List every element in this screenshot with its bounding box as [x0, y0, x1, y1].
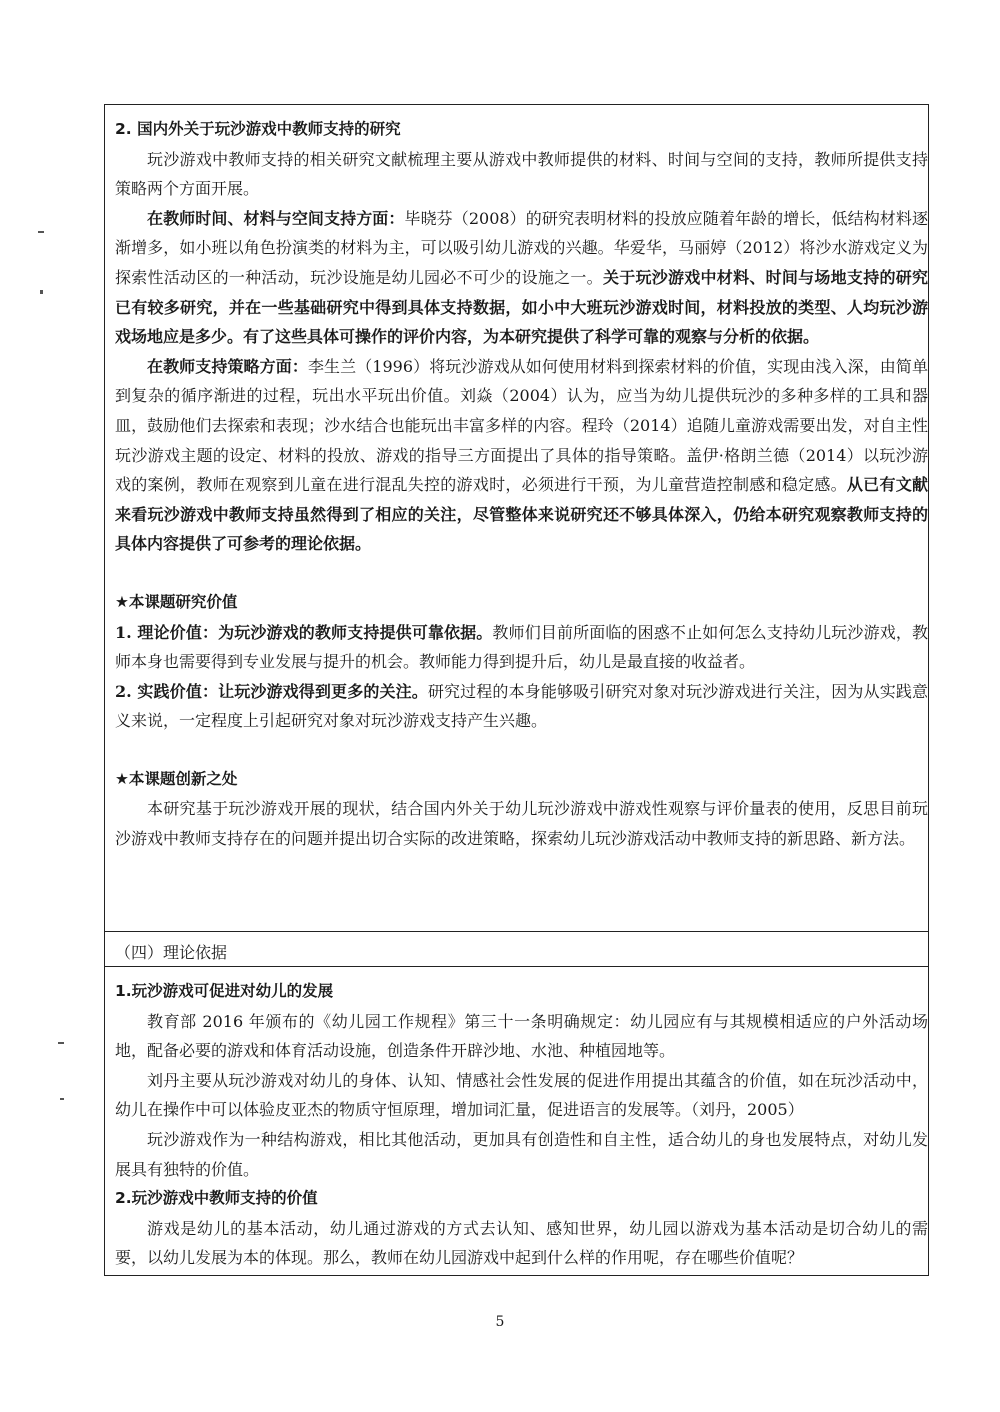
text-run: 李生兰（1996）将玩沙游戏从如何使用材料到探索材料的价值，实现由浅入深，由简单到复杂的循序渐进的过程，玩出水平玩出价值。刘焱（2004）认为，应当为幼儿提供玩沙的多种多样的工具和器皿，鼓励他们去探索和表现；沙水结合也能玩出丰富多样的内容。程玲（2014）追随儿童游戏需要出发，对自主性玩沙游戏主题的设定、材料的投放、游戏的指导三方面提出了具体的指导策略。盖伊·格朗兰德（2014）以玩沙游戏的案例，教师在观察到儿童在进行混乱失控的游戏时，必须进行干预，为儿童营造控制感和稳定感。 [115, 356, 928, 495]
subheading: 1.玩沙游戏可促进对幼儿的发展 [115, 982, 334, 1000]
text-run: 教师们目前所面临的困惑不止如何怎么支持幼儿玩沙游戏，教师本身也需要得到专业发展与提升的机会。教师能力得到提升后，幼儿是最直接的收益者。 [115, 622, 928, 672]
paragraph: 玩沙游戏作为一种结构游戏，相比其他活动，更加具有创造性和自主性，适合幼儿的身也发展特点，对幼儿发展具有独特的价值。 [115, 1129, 928, 1179]
paragraph: 教育部 2016 年颁布的《幼儿园工作规程》第三十一条明确规定：幼儿园应有与其规模相适应的户外活动场地，配备必要的游戏和体育活动设施，创造条件开辟沙地、水池、种植园地等。 [115, 1011, 928, 1061]
section-heading: 2. 国内外关于玩沙游戏中教师支持的研究 [115, 120, 401, 138]
bold-run: 关于玩沙游戏中材料、时间与场地支持的研究已有较多研究，并在一些基础研究中得到具体支持数据，如小中大班玩沙游戏时间，材料投放的类型、人均玩沙游戏场地应是多少。有了这些具体可操作的评价内容，为本研究提供了科学可靠的观察与分析的依据。 [115, 267, 928, 347]
bold-lead: 1. 理论价值：为玩沙游戏的教师支持提供可靠依据。 [115, 622, 493, 642]
bold-lead: 在教师支持策略方面： [147, 356, 308, 376]
text-run: 毕晓芬（2008）的研究表明材料的投放应随着年龄的增长，低结构材料逐渐增多，如小班以角色扮演类的材料为主，可以吸引幼儿游戏的兴趣。华爱华，马丽婷（2012）将沙水游戏定义为探索性活动区的一种活动，玩沙设施是幼儿园必不可少的设施之一。 [115, 208, 928, 287]
text-run: 研究过程的本身能够吸引研究对象对玩沙游戏进行关注，因为从实践意义来说，一定程度上引起研究对象对玩沙游戏支持产生兴趣。 [115, 681, 928, 731]
section-title: （四）理论依据 [115, 943, 228, 962]
bold-lead: 2. 实践价值：让玩沙游戏得到更多的关注。 [115, 681, 428, 701]
document-table [104, 104, 929, 1276]
bold-run: 从已有文献来看玩沙游戏中教师支持虽然得到了相应的关注，尽管整体来说研究还不够具体深入，仍给本研究观察教师支持的具体内容提供了可参考的理论依据。 [115, 475, 928, 554]
theory-title-cell [105, 931, 928, 967]
scan-mark [40, 290, 43, 294]
research-review-cell [105, 105, 928, 931]
paragraph: 刘丹主要从玩沙游戏对幼儿的身体、认知、情感社会性发展的促进作用提出其蕴含的价值，如在玩沙活动中，幼儿在操作中可以体验皮亚杰的物质守恒原理，增加词汇量，促进语言的发展等。（刘丹，2005） [115, 1070, 928, 1120]
paragraph [115, 204, 928, 352]
scan-mark [58, 1042, 64, 1044]
value-heading: ★本课题研究价值 [115, 592, 238, 611]
innovation-heading: ★本课题创新之处 [115, 769, 238, 788]
paragraph: 玩沙游戏中教师支持的相关研究文献梳理主要从游戏中教师提供的材料、时间与空间的支持，教师所提供支持策略两个方面开展。 [115, 149, 928, 199]
scan-mark [60, 1098, 64, 1100]
paragraph [115, 618, 928, 677]
subheading: 2.玩沙游戏中教师支持的价值 [115, 1189, 318, 1208]
paragraph [115, 352, 928, 559]
paragraph [115, 677, 928, 736]
scan-mark [38, 231, 44, 233]
bold-lead: 在教师时间、材料与空间支持方面： [147, 208, 405, 228]
page-number: 5 [495, 1314, 505, 1330]
paragraph: 游戏是幼儿的基本活动，幼儿通过游戏的方式去认知、感知世界，幼儿园以游戏为基本活动是切合幼儿的需要，以幼儿发展为本的体现。那么，教师在幼儿园游戏中起到什么样的作用呢，存在哪些价值呢？ [115, 1218, 928, 1268]
paragraph: 本研究基于玩沙游戏开展的现状，结合国内外关于幼儿玩沙游戏中游戏性观察与评价量表的使用，反思目前玩沙游戏中教师支持存在的问题并提出切合实际的改进策略，探索幼儿玩沙游戏活动中教师支持的新思路、新方法。 [115, 799, 928, 849]
theory-basis-cell [105, 967, 928, 1275]
